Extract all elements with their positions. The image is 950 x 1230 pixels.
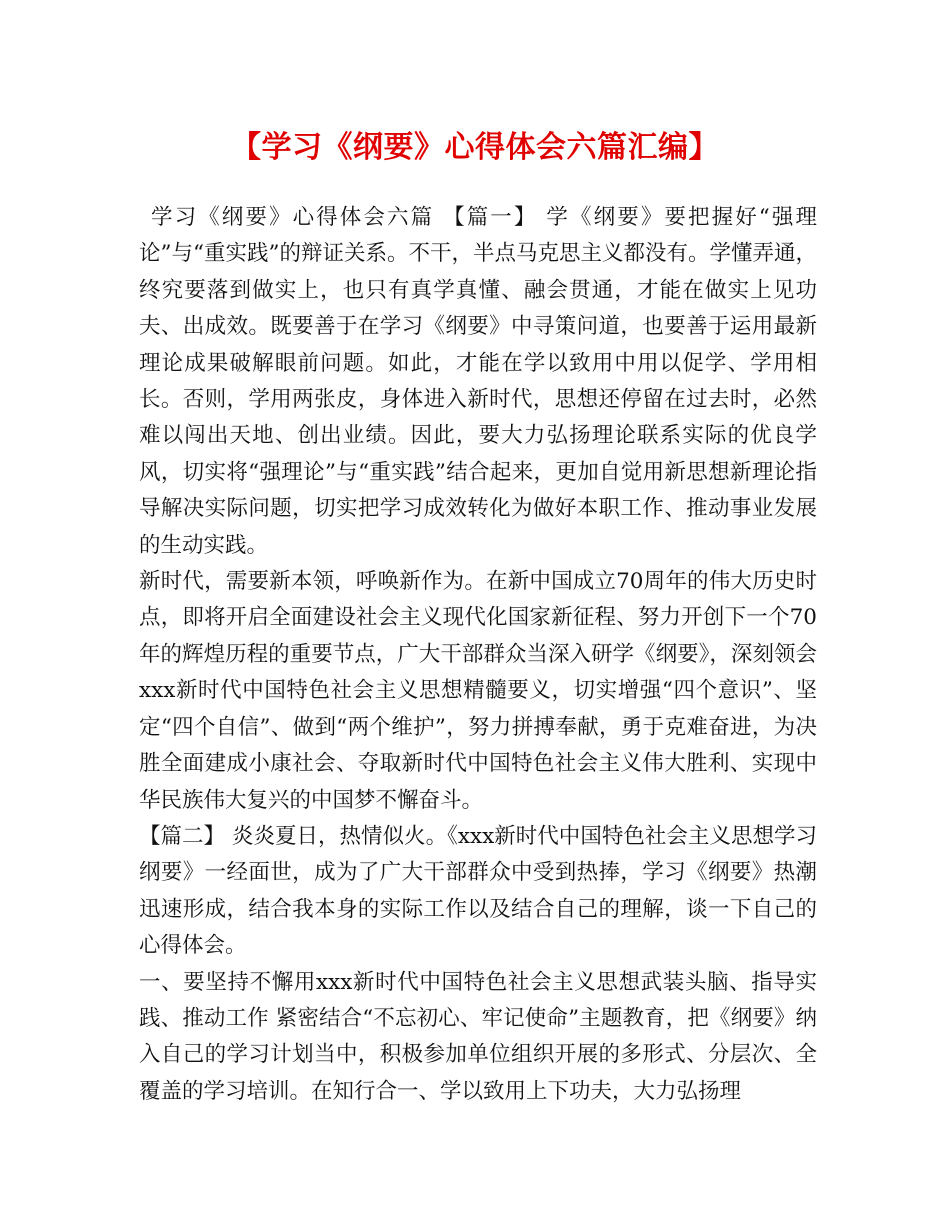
paragraph-1: 学习《纲要》心得体会六篇 【篇一】 学《纲要》要把握好“强理论”与“重实践”的辩证关系。不干，半点马克思主义都没有。学懂弄通，终究要落到做实上，也只有真学真懂、融会贯通，才能在做实上见功夫、出成效。既要善于在学习《纲要》中寻策问道，也要善于运用最新理论成果破解眼前问题。如此，才能在学以致用中用以促学、学用相长。否则，学用两张皮，身体进入新时代，思想还停留在过去时，必然难以闯出天地、创出业绩。因此，要大力弘扬理论联系实际的优良学风，切实将“强理论”与“重实践”结合起来，更加自觉用新思想新理论指导解决实际问题，切实把学习成效转化为做好本职工作、推动事业发展的生动实践。: [139, 205, 817, 558]
paragraph-3: 【篇二】 炎炎夏日，热情似火。《xxx新时代中国特色社会主义思想学习纲要》一经面世，成为了广大干部群众中受到热捧，学习《纲要》热潮迅速形成，结合我本身的实际工作以及结合自己的理解，谈一下自己的心得体会。: [139, 823, 817, 959]
paragraph-2: 新时代，需要新本领，呼唤新作为。在新中国成立70周年的伟大历史时点，即将开启全面建设社会主义现代化国家新征程、努力开创下一个70年的辉煌历程的重要节点，广大干部群众当深入研学《纲要》，深刻领会xxx新时代中国特色社会主义思想精髓要义，切实增强“四个意识”、坚定“四个自信”、做到“两个维护”，努力拼搏奉献，勇于克难奋进，为决胜全面建成小康社会、夺取新时代中国特色社会主义伟大胜利、实现中华民族伟大复兴的中国梦不懈奋斗。: [139, 569, 817, 813]
document-body: [139, 200, 817, 1110]
document-title: 【学习《纲要》心得体会六篇汇编】: [231, 130, 719, 165]
paragraph-4: 一、要坚持不懈用xxx新时代中国特色社会主义思想武装头脑、指导实践、推动工作 紧密结合“不忘初心、牢记使命”主题教育，把《纲要》纳入自己的学习计划当中，积极参加单位组织开展的多形式、分层次、全覆盖的学习培训。在知行合一、学以致用上下功夫，大力弘扬理: [139, 969, 817, 1104]
